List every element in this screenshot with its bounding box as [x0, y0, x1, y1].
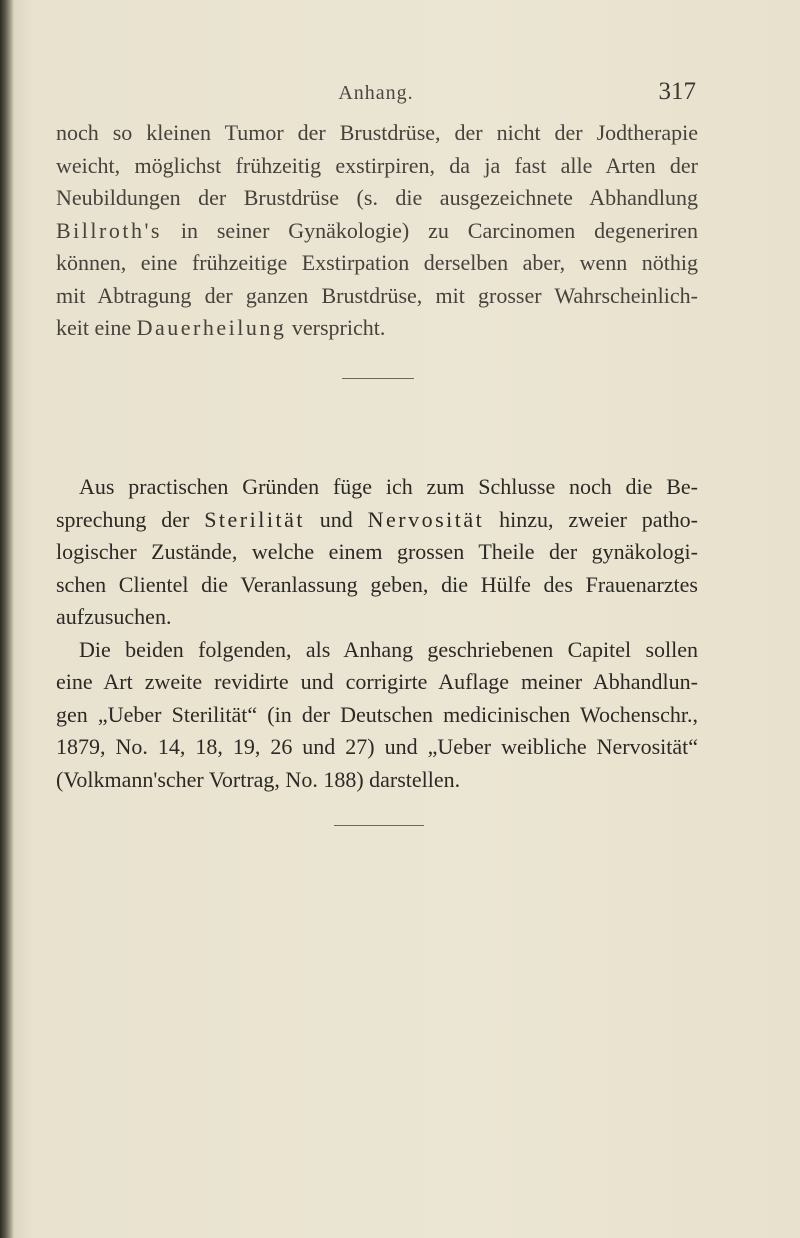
paragraph-2-line-5: aufzusuchen. [56, 604, 172, 629]
paragraph-2-line-1: Aus practischen Gründen füge ich zum Schlusse noch die Be- [79, 474, 698, 499]
paragraph-3-line-5: (Volkmann'scher Vortrag, No. 188) darstellen. [56, 766, 461, 792]
paragraph-3-line-4: 1879, No. 14, 18, 19, 26 und 27) und „Ueber weibliche Nervosität“ [56, 734, 698, 759]
paragraph-1-line-2: weicht, möglichst frühzeitig exstirpiren, da ja fast alle Arten der [56, 152, 698, 178]
paragraph-tumor-exstirpation [56, 117, 698, 345]
paragraph-2-line-2: sprechung der Sterilität und Nervosität hinzu, zweier patho- [56, 506, 699, 532]
paragraph-appendix-intro [56, 471, 698, 796]
emphasis-sterilitaet: Sterilität [204, 506, 305, 532]
paragraph-1-line-1: noch so kleinen Tumor der Brustdrüse, der nicht der Jodtherapie [56, 120, 698, 145]
running-head-title: Anhang. [338, 82, 414, 104]
running-head [56, 78, 696, 112]
paragraph-1-line-3: Neubildungen der Brustdrüse (s. die ausgezeichnete Abhandlung [56, 185, 698, 210]
emphasis-nervositaet: Nervosität [367, 506, 485, 532]
book-spine-shadow [0, 0, 14, 1238]
paragraph-1-line-6: mit Abtragung der ganzen Brustdrüse, mit grosser Wahrscheinlich- [56, 282, 698, 308]
page-number: 317 [658, 78, 696, 105]
paragraph-1-line-5: können, eine frühzeitige Exstirpation derselben aber, wenn nöthig [56, 250, 698, 275]
emphasis-dauerheilung: Dauerheilung [136, 315, 287, 340]
end-divider-rule [334, 825, 424, 826]
paragraph-3-line-3: gen „Ueber Sterilität“ (in der Deutschen medicinischen Wochenschr., [56, 701, 698, 727]
paragraph-2-line-3: logischer Zustände, welche einem grossen Theile der gynäkologi- [56, 539, 698, 564]
emphasis-billroth: Billroth's [56, 217, 162, 243]
paragraph-1-line-4: Billroth's in seiner Gynäkologie) zu Carcinomen degeneriren [56, 217, 698, 243]
paragraph-3-line-2: eine Art zweite revidirte und corrigirte Auflage meiner Abhandlun- [56, 669, 698, 694]
paragraph-2-line-4: schen Clientel die Veranlassung geben, die Hülfe des Frauenarztes [56, 571, 698, 597]
paragraph-1-line-7: keit eine Dauerheilung verspricht. [56, 315, 386, 340]
paragraph-3-line-1: Die beiden folgenden, als Anhang geschriebenen Capitel sollen [79, 636, 698, 662]
section-divider-rule [342, 378, 414, 379]
